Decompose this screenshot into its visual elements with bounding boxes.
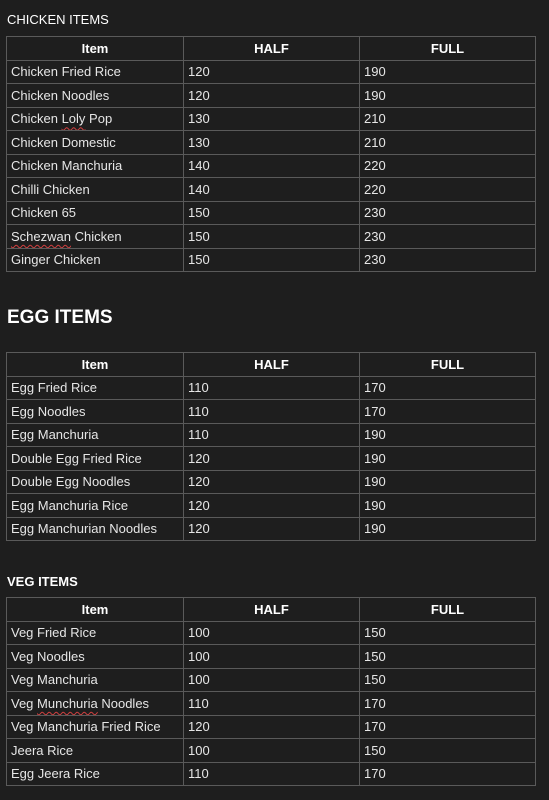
half-price-cell: 130 [184,131,360,155]
table-row [7,470,536,494]
half-price-cell: 150 [184,248,360,272]
half-price-cell: 120 [184,60,360,84]
column-header-item: Item [7,353,184,377]
half-price-cell: 110 [184,400,360,424]
table-header-row [7,353,536,377]
half-price-cell: 110 [184,692,360,716]
full-price-cell: 150 [360,668,536,692]
full-price-cell: 190 [360,84,536,108]
table-row [7,621,536,645]
column-header-half: HALF [184,37,360,61]
full-price-cell: 170 [360,400,536,424]
table-row [7,762,536,786]
table-row [7,715,536,739]
half-price-cell: 120 [184,517,360,541]
full-price-cell: 210 [360,107,536,131]
table-row [7,494,536,518]
table-row [7,376,536,400]
table-row [7,131,536,155]
table-header-row [7,37,536,61]
table-row [7,517,536,541]
table-row [7,423,536,447]
item-name-cell: Veg Manchuria Fried Rice [7,715,184,739]
item-name-cell: Egg Jeera Rice [7,762,184,786]
half-price-cell: 150 [184,225,360,249]
item-name-cell: Chicken Noodles [7,84,184,108]
half-price-cell: 120 [184,84,360,108]
item-name-cell: Chicken Fried Rice [7,60,184,84]
table-row [7,225,536,249]
full-price-cell: 230 [360,248,536,272]
column-header-half: HALF [184,598,360,622]
half-price-cell: 100 [184,739,360,763]
column-header-half: HALF [184,353,360,377]
item-name-cell: Veg Munchuria Noodles [7,692,184,716]
table-row [7,248,536,272]
table-row [7,60,536,84]
full-price-cell: 150 [360,739,536,763]
table-row [7,154,536,178]
veg-items-title: VEG ITEMS [7,574,78,589]
item-name-cell: Jeera Rice [7,739,184,763]
full-price-cell: 220 [360,154,536,178]
column-header-item: Item [7,598,184,622]
half-price-cell: 120 [184,715,360,739]
half-price-cell: 110 [184,762,360,786]
table-header-row [7,598,536,622]
table-row [7,400,536,424]
item-name-cell: Egg Noodles [7,400,184,424]
full-price-cell: 170 [360,715,536,739]
column-header-full: FULL [360,353,536,377]
half-price-cell: 100 [184,668,360,692]
full-price-cell: 170 [360,762,536,786]
full-price-cell: 150 [360,645,536,669]
half-price-cell: 120 [184,494,360,518]
item-name-cell: Chicken Manchuria [7,154,184,178]
item-name-cell: Double Egg Noodles [7,470,184,494]
full-price-cell: 190 [360,470,536,494]
full-price-cell: 190 [360,423,536,447]
full-price-cell: 190 [360,517,536,541]
item-name-cell: Chilli Chicken [7,178,184,202]
item-name-cell: Chicken Loly Pop [7,107,184,131]
half-price-cell: 140 [184,154,360,178]
item-name-cell: Chicken 65 [7,201,184,225]
item-name-cell: Schezwan Chicken [7,225,184,249]
item-name-cell: Veg Manchuria [7,668,184,692]
column-header-full: FULL [360,37,536,61]
full-price-cell: 190 [360,60,536,84]
half-price-cell: 110 [184,376,360,400]
half-price-cell: 150 [184,201,360,225]
table-row [7,84,536,108]
table-row [7,201,536,225]
item-name-cell: Chicken Domestic [7,131,184,155]
item-name-cell: Veg Noodles [7,645,184,669]
table-row [7,645,536,669]
half-price-cell: 140 [184,178,360,202]
full-price-cell: 210 [360,131,536,155]
full-price-cell: 230 [360,225,536,249]
full-price-cell: 170 [360,692,536,716]
table-row [7,668,536,692]
table-row [7,739,536,763]
egg-items-title: EGG ITEMS [7,307,113,328]
item-name-cell: Double Egg Fried Rice [7,447,184,471]
item-name-cell: Veg Fried Rice [7,621,184,645]
full-price-cell: 190 [360,494,536,518]
item-name-cell: Egg Manchurian Noodles [7,517,184,541]
full-price-cell: 170 [360,376,536,400]
half-price-cell: 120 [184,470,360,494]
column-header-full: FULL [360,598,536,622]
item-name-cell: Egg Manchuria [7,423,184,447]
half-price-cell: 120 [184,447,360,471]
full-price-cell: 190 [360,447,536,471]
item-name-cell: Ginger Chicken [7,248,184,272]
half-price-cell: 100 [184,645,360,669]
item-name-cell: Egg Fried Rice [7,376,184,400]
table-row [7,692,536,716]
veg-items-table [6,597,536,786]
full-price-cell: 220 [360,178,536,202]
egg-items-table [6,352,536,541]
full-price-cell: 230 [360,201,536,225]
column-header-item: Item [7,37,184,61]
table-row [7,447,536,471]
half-price-cell: 130 [184,107,360,131]
full-price-cell: 150 [360,621,536,645]
table-row [7,178,536,202]
table-row [7,107,536,131]
chicken-items-table [6,36,536,272]
chicken-items-title: CHICKEN ITEMS [7,12,109,27]
half-price-cell: 100 [184,621,360,645]
half-price-cell: 110 [184,423,360,447]
item-name-cell: Egg Manchuria Rice [7,494,184,518]
